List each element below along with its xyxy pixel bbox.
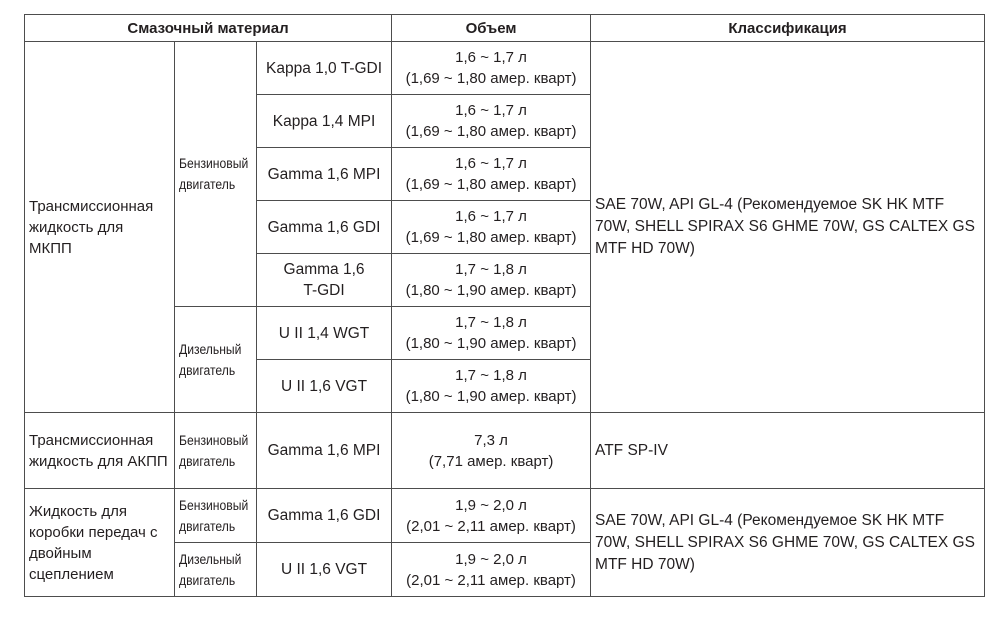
engine-model: Gamma 1,6 GDI (257, 489, 392, 543)
engine-type: Бензиновый двигатель (175, 489, 257, 543)
lubricant-name: Жидкость для коробки передач с двойным сцеплением (25, 489, 175, 597)
volume-cell (392, 201, 591, 254)
volume-liters: 1,7 ~ 1,8 л (455, 261, 527, 278)
engine-type: Бензиновый двигатель (175, 42, 257, 307)
volume-cell (392, 360, 591, 413)
volume-us-quarts: (7,71 амер. кварт) (428, 452, 554, 470)
volume-cell (392, 489, 591, 543)
volume-liters: 1,6 ~ 1,7 л (455, 155, 527, 172)
volume-us-quarts: (1,69 ~ 1,80 амер. кварт) (405, 123, 577, 140)
header-row (25, 15, 985, 42)
header-classification: Классификация (591, 15, 985, 42)
volume-us-quarts: (1,80 ~ 1,90 амер. кварт) (405, 335, 577, 352)
volume-cell (392, 413, 591, 489)
engine-type: Бензиновый двигатель (175, 413, 257, 489)
volume-us-quarts: (2,01 ~ 2,11 амер. кварт) (406, 571, 576, 589)
volume-liters: 1,6 ~ 1,7 л (455, 102, 527, 119)
volume-cell (392, 307, 591, 360)
lubricant-name: Трансмиссионная жидкость для МКПП (25, 42, 175, 413)
classification-cell: ATF SP-IV (591, 413, 985, 489)
engine-model: U II 1,6 VGT (257, 360, 392, 413)
volume-liters: 1,9 ~ 2,0 л (455, 496, 527, 514)
volume-liters: 1,6 ~ 1,7 л (455, 49, 527, 66)
lubricant-spec-table (24, 14, 985, 597)
header-volume: Объем (392, 15, 591, 42)
volume-cell (392, 254, 591, 307)
volume-us-quarts: (1,69 ~ 1,80 амер. кварт) (405, 70, 577, 87)
volume-liters: 1,6 ~ 1,7 л (455, 208, 527, 225)
volume-cell (392, 95, 591, 148)
volume-liters: 1,7 ~ 1,8 л (455, 314, 527, 331)
volume-liters: 7,3 л (474, 431, 508, 449)
volume-us-quarts: (1,69 ~ 1,80 амер. кварт) (405, 176, 577, 193)
engine-model: Gamma 1,6 GDI (257, 201, 392, 254)
header-lubricant: Смазочный материал (25, 15, 392, 42)
lubricant-name: Трансмиссионная жидкость для АКПП (25, 413, 175, 489)
volume-cell (392, 42, 591, 95)
volume-us-quarts: (1,69 ~ 1,80 амер. кварт) (405, 229, 577, 246)
volume-cell (392, 543, 591, 597)
volume-liters: 1,9 ~ 2,0 л (455, 550, 527, 568)
engine-model: Kappa 1,0 T-GDI (257, 42, 392, 95)
engine-model: U II 1,6 VGT (257, 543, 392, 597)
volume-cell (392, 148, 591, 201)
table-row (25, 42, 985, 95)
engine-type: Дизельный двигатель (175, 543, 257, 597)
volume-us-quarts: (1,80 ~ 1,90 амер. кварт) (405, 388, 577, 405)
volume-us-quarts: (2,01 ~ 2,11 амер. кварт) (406, 517, 576, 535)
classification-cell: SAE 70W, API GL-4 (Рекомендуемое SK HK MTF 70W, SHELL SPIRAX S6 GHME 70W, GS CALTEX GS MTF HD 70W) (591, 489, 985, 597)
engine-model: Gamma 1,6 MPI (257, 148, 392, 201)
engine-model: U II 1,4 WGT (257, 307, 392, 360)
classification-cell: SAE 70W, API GL-4 (Рекомендуемое SK HK MTF 70W, SHELL SPIRAX S6 GHME 70W, GS CALTEX GS MTF HD 70W) (591, 42, 985, 413)
table-row (25, 489, 985, 543)
engine-model: Gamma 1,6 T-GDI (257, 254, 392, 307)
engine-model: Gamma 1,6 MPI (257, 413, 392, 489)
volume-us-quarts: (1,80 ~ 1,90 амер. кварт) (405, 282, 577, 299)
table-row (25, 413, 985, 489)
engine-type: Дизельный двигатель (175, 307, 257, 413)
volume-liters: 1,7 ~ 1,8 л (455, 367, 527, 384)
engine-model: Kappa 1,4 MPI (257, 95, 392, 148)
